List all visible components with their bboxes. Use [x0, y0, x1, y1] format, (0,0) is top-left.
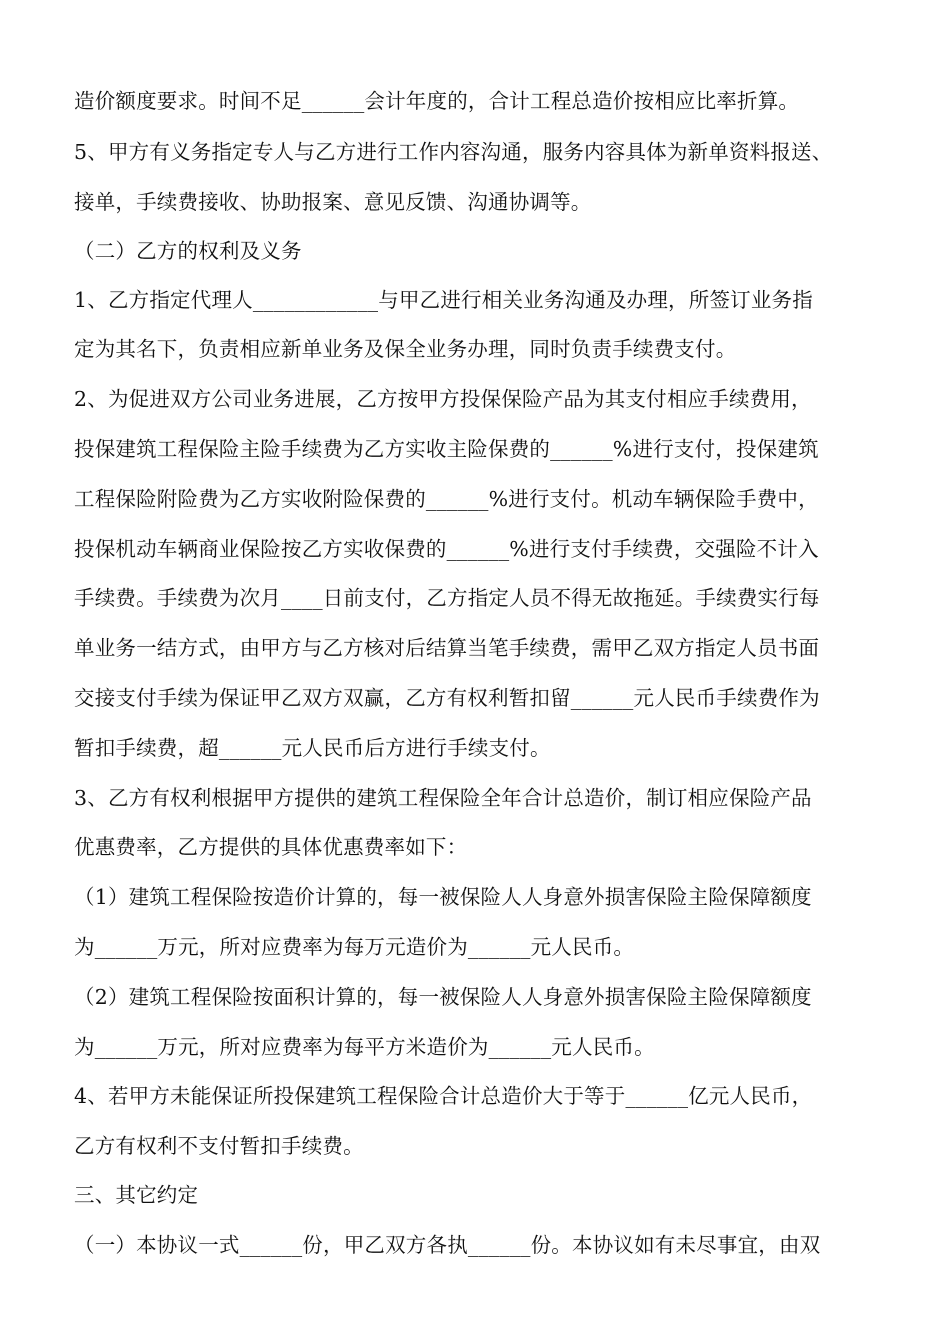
text-line: 造价额度要求。时间不足______会计年度的，合计工程总造价按相应比率折算。: [74, 89, 800, 113]
text-line: 乙方有权利不支付暂扣手续费。: [74, 1134, 364, 1158]
section-heading: （二）乙方的权利及义务: [74, 239, 302, 263]
text-line: 接单，手续费接收、协助报案、意见反馈、沟通协调等。: [74, 190, 592, 214]
text-line: 优惠费率，乙方提供的具体优惠费率如下：: [74, 835, 468, 859]
text-line: （一）本协议一式______份，甲乙双方各执______份。本协议如有未尽事宜，由双: [74, 1233, 821, 1257]
text-line: 为______万元，所对应费率为每万元造价为______元人民币。: [74, 935, 635, 959]
text-line: （1）建筑工程保险按造价计算的，每一被保险人人身意外损害保险主险保障额度: [74, 885, 812, 909]
text-line: 2、为促进双方公司业务进展，乙方按甲方投保保险产品为其支付相应手续费用，: [74, 387, 812, 411]
text-line: 投保建筑工程保险主险手续费为乙方实收主险保费的______%进行支付，投保建筑: [74, 437, 819, 461]
text-line: 手续费。手续费为次月____日前支付，乙方指定人员不得无故拖延。手续费实行每: [74, 586, 820, 610]
text-line: （2）建筑工程保险按面积计算的，每一被保险人人身意外损害保险主险保障额度: [74, 985, 812, 1009]
text-line: 4、若甲方未能保证所投保建筑工程保险合计总造价大于等于______亿元人民币，: [74, 1084, 813, 1108]
text-line: 投保机动车辆商业保险按乙方实收保费的______%进行支付手续费，交强险不计入: [74, 537, 819, 561]
text-line: 为______万元，所对应费率为每平方米造价为______元人民币。: [74, 1035, 655, 1059]
text-line: 3、乙方有权利根据甲方提供的建筑工程保险全年合计总造价，制订相应保险产品: [74, 786, 812, 810]
text-line: 单业务一结方式，由甲方与乙方核对后结算当笔手续费，需甲乙双方指定人员书面: [74, 636, 820, 660]
text-line: 1、乙方指定代理人____________与甲乙进行相关业务沟通及办理，所签订业务指: [74, 288, 813, 312]
text-line: 5、甲方有义务指定专人与乙方进行工作内容沟通，服务内容具体为新单资料报送、: [74, 140, 833, 164]
text-line: 工程保险附险费为乙方实收附险保费的______%进行支付。机动车辆保险手费中，: [74, 487, 819, 511]
section-heading: 三、其它约定: [74, 1183, 199, 1207]
text-line: 定为其名下，负责相应新单业务及保全业务办理，同时负责手续费支付。: [74, 337, 737, 361]
text-line: 交接支付手续为保证甲乙双方双赢，乙方有权利暂扣留______元人民币手续费作为: [74, 686, 820, 710]
text-line: 暂扣手续费，超______元人民币后方进行手续支付。: [74, 736, 551, 760]
